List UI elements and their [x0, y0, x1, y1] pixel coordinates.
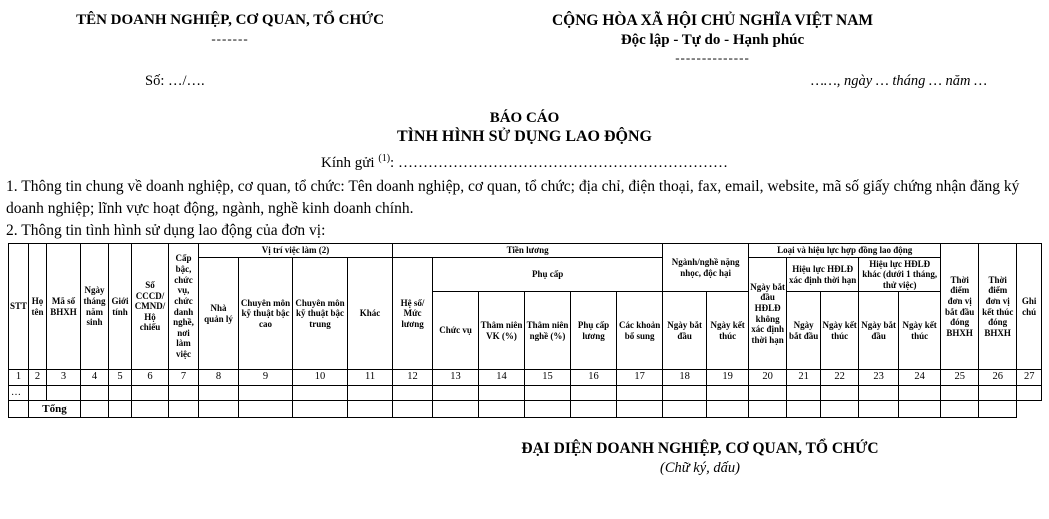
- col-header-cap-bac: Cấp bậc, chức vụ, chức danh nghề, nơi làm việc: [169, 244, 199, 370]
- column-number: 27: [1017, 370, 1042, 386]
- empty-cell: [9, 401, 29, 418]
- signature-block: [351, 440, 1049, 478]
- group-header-tien-luong: Tiền lương: [393, 244, 663, 258]
- col-header-nang-nhoc-ngay-ket-thuc: Ngày kết thúc: [707, 292, 749, 370]
- empty-cell: [979, 401, 1017, 418]
- empty-cell: [707, 386, 749, 401]
- body-text: [0, 172, 1049, 242]
- column-number: 4: [81, 370, 109, 386]
- col-header-cmkt-bac-cao: Chuyên môn kỹ thuật bậc cao: [239, 258, 293, 370]
- report-title: BÁO CÁO: [489, 110, 560, 126]
- letterhead-left: [0, 12, 460, 63]
- column-number: 6: [132, 370, 169, 386]
- col-header-xac-dinh-ngay-ket-thuc: Ngày kết thúc: [821, 292, 859, 370]
- col-header-ma-so-bhxh: Mã số BHXH: [47, 244, 81, 370]
- empty-cell: [707, 401, 749, 418]
- col-header-khac-ngay-bat-dau: Ngày bắt đầu: [859, 292, 899, 370]
- empty-cell: [525, 386, 571, 401]
- column-number: 3: [47, 370, 81, 386]
- empty-cell: [617, 386, 663, 401]
- column-number: 7: [169, 370, 199, 386]
- col-header-thoi-diem-ket-thuc-bhxh: Thời điểm đơn vị kết thúc đóng BHXH: [979, 244, 1017, 370]
- col-header-tham-nien-vk: Thâm niên VK (%): [479, 292, 525, 370]
- empty-cell: [81, 386, 109, 401]
- col-header-thoi-diem-bat-dau-bhxh: Thời điểm đơn vị bắt đầu đóng BHXH: [941, 244, 979, 370]
- empty-cell: [109, 386, 132, 401]
- col-header-nha-quan-ly: Nhà quản lý: [199, 258, 239, 370]
- empty-cell: [787, 401, 821, 418]
- group-header-hdld-xac-dinh: Hiệu lực HĐLĐ xác định thời hạn: [787, 258, 859, 292]
- org-name-title: TÊN DOANH NGHIỆP, CƠ QUAN, TỔ CHỨC: [76, 12, 384, 28]
- empty-cell: [941, 386, 979, 401]
- col-header-so-cccd: Số CCCD/ CMND/ Hộ chiếu: [132, 244, 169, 370]
- empty-cell: [571, 386, 617, 401]
- labor-usage-table: [8, 243, 1042, 418]
- signature-note: (Chữ ký, dấu): [660, 460, 740, 476]
- empty-cell: [29, 386, 47, 401]
- col-header-khac: Khác: [348, 258, 393, 370]
- salutation-line: [0, 153, 1049, 172]
- column-number: 10: [293, 370, 348, 386]
- column-number: 17: [617, 370, 663, 386]
- empty-cell: [525, 401, 571, 418]
- date-place-line: ……, ngày … tháng … năm …: [810, 73, 987, 89]
- section-2-text: 2. Thông tin tình hình sử dụng lao động của đơn vị:: [6, 222, 326, 239]
- empty-cell: [821, 401, 859, 418]
- col-header-cac-khoan-bo-sung: Các khoản bổ sung: [617, 292, 663, 370]
- empty-cell: [293, 386, 348, 401]
- signature-title: ĐẠI DIỆN DOANH NGHIỆP, CƠ QUAN, TỔ CHỨC: [521, 440, 879, 457]
- empty-cell: [293, 401, 348, 418]
- column-number: 14: [479, 370, 525, 386]
- empty-cell: [433, 386, 479, 401]
- letterhead: [0, 0, 1049, 63]
- col-header-cmkt-bac-trung: Chuyên môn kỹ thuật bậc trung: [293, 258, 348, 370]
- empty-cell: [239, 386, 293, 401]
- empty-cell: [749, 401, 787, 418]
- empty-cell: [663, 386, 707, 401]
- empty-cell: [859, 401, 899, 418]
- empty-cell: [571, 401, 617, 418]
- empty-cell: [393, 386, 433, 401]
- salutation-prefix: Kính gửi: [321, 155, 379, 171]
- column-number: 21: [787, 370, 821, 386]
- column-number: 25: [941, 370, 979, 386]
- empty-cell: [787, 386, 821, 401]
- letterhead-right: [460, 12, 965, 63]
- col-header-chuc-vu: Chức vụ: [433, 292, 479, 370]
- report-subtitle: TÌNH HÌNH SỬ DỤNG LAO ĐỘNG: [397, 128, 652, 145]
- column-number: 23: [859, 370, 899, 386]
- empty-cell: [348, 401, 393, 418]
- data-row-ellipsis: [9, 386, 1042, 401]
- group-header-nganh-nghe-nang-nhoc: Ngành/nghề nặng nhọc, độc hại: [663, 244, 749, 292]
- empty-cell: [941, 401, 979, 418]
- column-number: 8: [199, 370, 239, 386]
- empty-cell: [199, 386, 239, 401]
- empty-cell: [749, 386, 787, 401]
- column-number: 16: [571, 370, 617, 386]
- empty-cell: [617, 401, 663, 418]
- empty-cell: [81, 401, 109, 418]
- empty-cell: [169, 401, 199, 418]
- total-label: Tổng: [29, 401, 81, 418]
- total-row: [9, 401, 1042, 418]
- empty-cell: [132, 386, 169, 401]
- section-1-text: 1. Thông tin chung về doanh nghiệp, cơ quan, tổ chức: Tên doanh nghiệp, cơ quan, tổ chức; địa chỉ, điện thoại, fax, email, website, mã số giấy chứng nhận đăng ký doanh nghiệp; lĩnh vực hoạt động, ngành, nghề kinh doanh chính.: [6, 178, 1020, 217]
- empty-cell: [1017, 386, 1042, 401]
- column-number: 2: [29, 370, 47, 386]
- col-header-ho-ten: Họ tên: [29, 244, 47, 370]
- empty-cell: [132, 401, 169, 418]
- col-header-phu-cap-luong: Phụ cấp lương: [571, 292, 617, 370]
- column-number: 13: [433, 370, 479, 386]
- group-header-hdld-khac: Hiệu lực HĐLĐ khác (dưới 1 tháng, thử việc): [859, 258, 941, 292]
- number-date-row: [0, 73, 1049, 90]
- column-number-row: [9, 370, 1042, 386]
- national-motto: Độc lập - Tự do - Hạnh phúc: [620, 32, 805, 48]
- salutation-footnote-ref: (1): [378, 153, 391, 164]
- group-header-loai-hdld: Loại và hiệu lực hợp đồng lao động: [749, 244, 941, 258]
- col-header-khac-ngay-ket-thuc: Ngày kết thúc: [899, 292, 941, 370]
- col-header-xac-dinh-ngay-bat-dau: Ngày bắt đầu: [787, 292, 821, 370]
- column-number: 20: [749, 370, 787, 386]
- column-number: 15: [525, 370, 571, 386]
- empty-cell: [393, 401, 433, 418]
- empty-cell: [47, 386, 81, 401]
- col-header-gioi-tinh: Giới tính: [109, 244, 132, 370]
- empty-cell: [169, 386, 199, 401]
- header-row-groups: [9, 244, 1042, 258]
- empty-cell: [479, 401, 525, 418]
- col-header-nang-nhoc-ngay-bat-dau: Ngày bắt đầu: [663, 292, 707, 370]
- col-header-ngay-sinh: Ngày tháng năm sinh: [81, 244, 109, 370]
- empty-cell: [479, 386, 525, 401]
- col-header-ghi-chu: Ghi chú: [1017, 244, 1042, 370]
- empty-cell: [433, 401, 479, 418]
- column-number: 12: [393, 370, 433, 386]
- column-number: 22: [821, 370, 859, 386]
- column-number: 1: [9, 370, 29, 386]
- column-number: 24: [899, 370, 941, 386]
- column-number: 18: [663, 370, 707, 386]
- empty-cell: [899, 386, 941, 401]
- column-number: 19: [707, 370, 749, 386]
- column-number: 9: [239, 370, 293, 386]
- empty-cell: [199, 401, 239, 418]
- col-header-hdld-khong-xac-dinh: Ngày bắt đầu HĐLĐ không xác định thời hạn: [749, 258, 787, 370]
- column-number: 26: [979, 370, 1017, 386]
- group-header-vi-tri-viec-lam: Vị trí việc làm (2): [199, 244, 393, 258]
- stt-cell: …: [9, 386, 29, 401]
- national-title: CỘNG HÒA XÃ HỘI CHỦ NGHĨA VIỆT NAM: [551, 12, 874, 29]
- salutation-dots: : …………………………………………………………: [390, 155, 728, 171]
- col-header-he-so-muc-luong: Hệ số/ Mức lương: [393, 258, 433, 370]
- empty-cell: [239, 401, 293, 418]
- group-header-phu-cap: Phụ cấp: [433, 258, 663, 292]
- motto-divider: --------------: [675, 50, 750, 65]
- column-number: 11: [348, 370, 393, 386]
- empty-cell: [348, 386, 393, 401]
- column-number: 5: [109, 370, 132, 386]
- org-divider: -------: [211, 31, 249, 46]
- empty-cell: [109, 401, 132, 418]
- empty-cell: [859, 386, 899, 401]
- empty-cell: [821, 386, 859, 401]
- title-block: [0, 110, 1049, 147]
- empty-cell: [663, 401, 707, 418]
- empty-cell: [979, 386, 1017, 401]
- col-header-tham-nien-nghe: Thâm niên nghề (%): [525, 292, 571, 370]
- doc-number: Số: …/….: [145, 73, 205, 89]
- empty-cell: [899, 401, 941, 418]
- col-header-stt: STT: [9, 244, 29, 370]
